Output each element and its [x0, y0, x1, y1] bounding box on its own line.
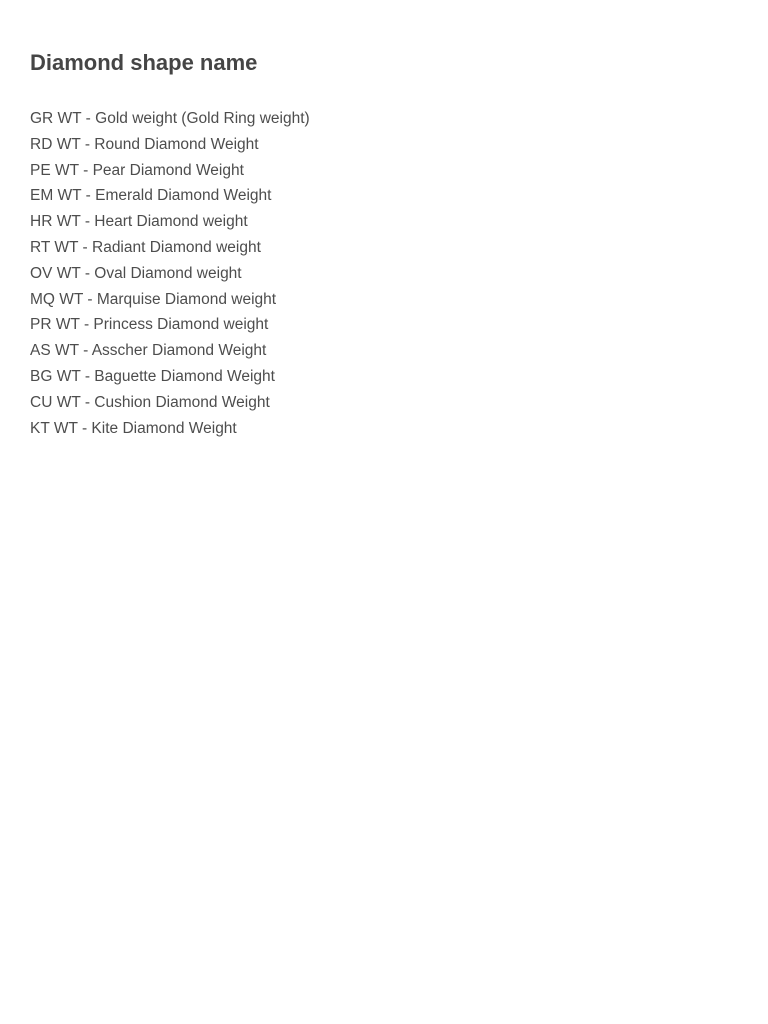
page-title: Diamond shape name [30, 50, 258, 75]
list-item: OV WT - Oval Diamond weight [30, 264, 242, 282]
list-item: EM WT - Emerald Diamond Weight [30, 187, 272, 205]
list-item: BG WT - Baguette Diamond Weight [30, 367, 275, 385]
list-item: HR WT - Heart Diamond weight [30, 213, 248, 231]
list-item: PR WT - Princess Diamond weight [30, 316, 269, 334]
list-item: AS WT - Asscher Diamond Weight [30, 342, 267, 360]
list-item: KT WT - Kite Diamond Weight [30, 419, 237, 437]
list-item: RD WT - Round Diamond Weight [30, 135, 259, 153]
diamond-shape-list [30, 106, 738, 441]
list-item: MQ WT - Marquise Diamond weight [30, 290, 277, 308]
list-item: GR WT - Gold weight (Gold Ring weight) [30, 110, 310, 127]
list-item: CU WT - Cushion Diamond Weight [30, 393, 270, 411]
list-item: PE WT - Pear Diamond Weight [30, 161, 244, 179]
list-item: RT WT - Radiant Diamond weight [30, 238, 261, 256]
